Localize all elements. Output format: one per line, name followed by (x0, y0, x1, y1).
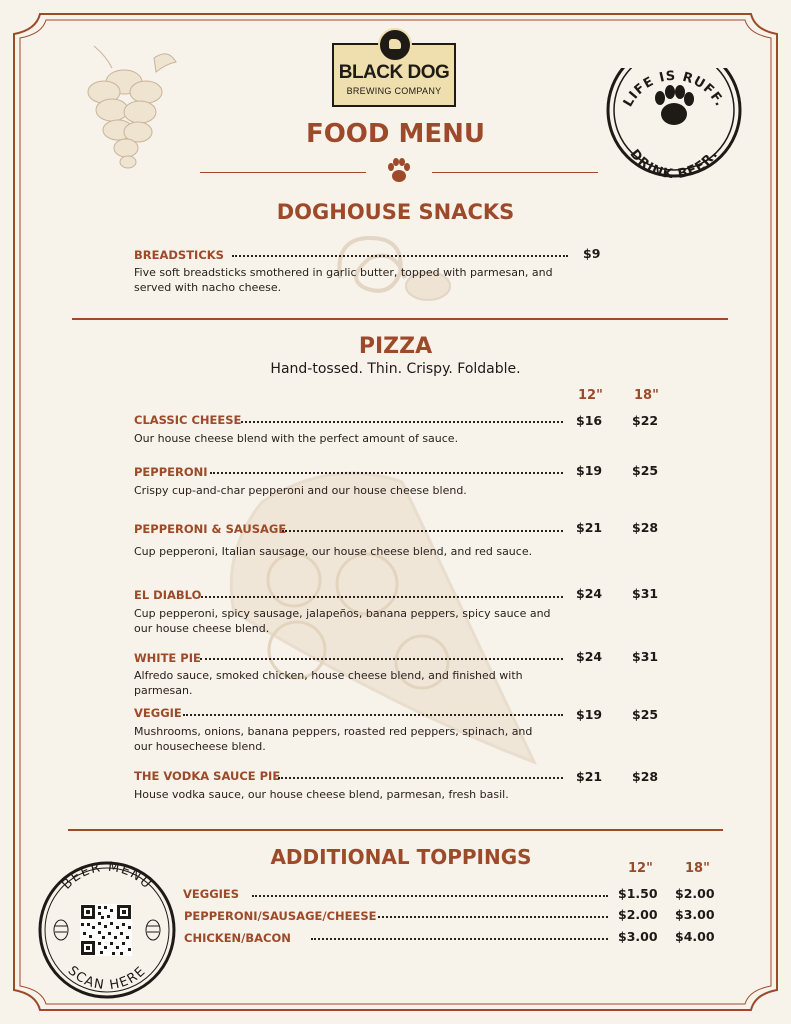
section-divider (68, 829, 723, 831)
pizza-size-12-header: 12" (578, 388, 603, 403)
pizza-item-description: House vodka sauce, our house cheese blend, parmesan, fresh basil. (134, 788, 509, 801)
pizza-item-name: EL DIABLO (134, 588, 202, 602)
snacks-section-title: DOGHOUSE SNACKS (276, 200, 515, 224)
pizza-price-18: $31 (632, 586, 659, 601)
pizza-price-12: $19 (576, 707, 603, 722)
pizza-item-name: PEPPERONI & SAUSAGE (134, 522, 287, 536)
pizza-price-18: $22 (632, 413, 659, 428)
pizza-price-18: $28 (632, 769, 659, 784)
pizza-price-12: $16 (576, 413, 603, 428)
pizza-item-description: Cup pepperoni, spicy sausage, jalapeños, banana peppers, spicy sauce and our house cheese blend. (134, 607, 551, 635)
pizza-price-18: $25 (632, 707, 659, 722)
pizza-price-18: $31 (632, 649, 659, 664)
pizza-price-12: $19 (576, 463, 603, 478)
pizza-item-description: Our house cheese blend with the perfect amount of sauce. (134, 432, 459, 445)
header-divider-right (432, 172, 598, 173)
topping-item-name: VEGGIES (183, 887, 240, 901)
pizza-item-name: WHITE PIE (134, 651, 201, 665)
hop-illustration (72, 42, 180, 170)
toppings-size-12-header: 12" (628, 861, 653, 876)
snack-dot-leader (232, 255, 568, 257)
topping-dot-leader (378, 916, 608, 918)
pizza-item-name: CLASSIC CHEESE (134, 413, 242, 427)
stamp-top-text: LIFE IS RUFF. (620, 68, 728, 110)
beer-menu-qr-badge[interactable] (34, 860, 180, 1000)
brand-name: BLACK DOG (338, 62, 450, 83)
topping-item-name: CHICKEN/BACON (184, 931, 291, 945)
pizza-size-18-header: 18" (634, 388, 659, 403)
stamp-bottom-text: DRINK BEER. (626, 146, 722, 178)
brand-logo (332, 43, 456, 107)
pizza-price-18: $28 (632, 520, 659, 535)
pizza-dot-leader (201, 596, 563, 598)
topping-price-12: $1.50 (618, 886, 658, 901)
topping-dot-leader (311, 938, 608, 940)
toppings-section-title: ADDITIONAL TOPPINGS (270, 845, 532, 869)
pizza-price-12: $24 (576, 649, 603, 664)
pizza-item-name: THE VODKA SAUCE PIE (134, 769, 281, 783)
topping-price-12: $2.00 (618, 907, 658, 922)
toppings-size-18-header: 18" (685, 861, 710, 876)
paw-icon (386, 157, 412, 185)
pizza-dot-leader (282, 530, 563, 532)
topping-price-18: $2.00 (675, 886, 715, 901)
pizza-dot-leader (241, 421, 563, 423)
pizza-subtitle: Hand-tossed. Thin. Crispy. Foldable. (270, 361, 521, 377)
pizza-dot-leader (210, 472, 563, 474)
topping-price-18: $3.00 (675, 907, 715, 922)
brand-subtitle: BREWING COMPANY (346, 86, 442, 96)
pizza-item-description: Cup pepperoni, Italian sausage, our house cheese blend, and red sauce. (134, 545, 533, 558)
section-divider (72, 318, 728, 320)
topping-item-name: PEPPERONI/SAUSAGE/CHEESE (184, 909, 377, 923)
pizza-item-description: Crispy cup-and-char pepperoni and our house cheese blend. (134, 484, 467, 497)
pizza-item-description: Alfredo sauce, smoked chicken, house cheese blend, and finished with parmesan. (134, 669, 523, 697)
header-divider-left (200, 172, 366, 173)
dog-icon (378, 28, 412, 62)
pizza-price-12: $21 (576, 520, 603, 535)
pizza-dot-leader (278, 777, 563, 779)
pizza-dot-leader (183, 714, 563, 716)
qr-bottom-text: SCAN HERE (64, 963, 150, 994)
pizza-price-12: $21 (576, 769, 603, 784)
qr-code-icon (80, 904, 132, 956)
pizza-item-description: Mushrooms, onions, banana peppers, roasted red peppers, spinach, and our housecheese blend. (134, 725, 533, 753)
pizza-dot-leader (200, 658, 563, 660)
qr-top-text: BEER MENU (59, 860, 155, 893)
pizza-price-12: $24 (576, 586, 603, 601)
pizza-item-name: PEPPERONI (134, 465, 208, 479)
page-title: FOOD MENU (305, 119, 486, 149)
svg-text:DRINK BEER. (627, 147, 722, 178)
topping-price-12: $3.00 (618, 929, 658, 944)
topping-price-18: $4.00 (675, 929, 715, 944)
topping-dot-leader (252, 895, 608, 897)
snack-item-name: BREADSTICKS (134, 248, 224, 262)
pizza-section-title: PIZZA (358, 334, 433, 359)
snack-item-price: $9 (583, 246, 601, 261)
pizza-item-name: VEGGIE (134, 706, 182, 720)
snack-item-description: Five soft breadsticks smothered in garlic butter, topped with parmesan, and served with nacho cheese. (134, 266, 553, 294)
pizza-price-18: $25 (632, 463, 659, 478)
